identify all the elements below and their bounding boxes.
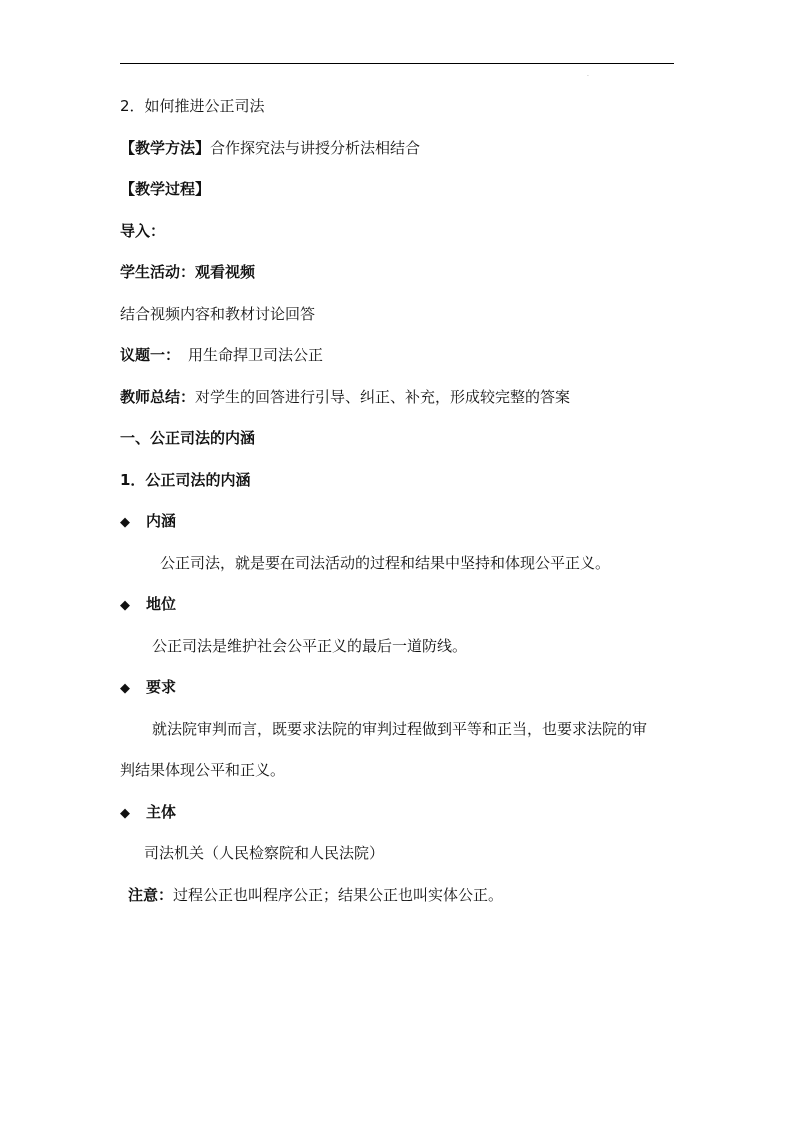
topic-one-text: 用生命捍卫司法公正: [188, 346, 324, 364]
student-activity: 学生活动：观看视频: [120, 263, 256, 281]
subsection-heading: 1．公正司法的内涵: [120, 471, 251, 489]
note-label: 注意：: [128, 886, 174, 904]
teacher-summary-line: [120, 387, 570, 407]
teaching-method-text: 合作探究法与讲授分析法相结合: [210, 139, 421, 157]
teacher-summary-label: 教师总结：: [120, 388, 196, 406]
diamond-bullet-icon: ◆: [120, 681, 130, 696]
teaching-method-label: 【教学方法】: [120, 139, 211, 157]
connotation-text: 公正司法，就是要在司法活动的过程和结果中坚持和体现公平正义。: [160, 554, 611, 572]
diamond-bullet-icon: ◆: [120, 598, 130, 613]
status-text: 公正司法是维护社会公平正义的最后一道防线。: [152, 637, 468, 655]
topic-one-label: 议题一：: [120, 346, 181, 364]
section-heading: 2．如何推进公正司法: [120, 97, 265, 115]
header-mark: .: [587, 71, 589, 78]
bullet-connotation-title: 内涵: [146, 512, 177, 530]
diamond-bullet-icon: ◆: [120, 515, 130, 530]
bullet-requirement: [120, 677, 176, 699]
intro-heading: 导入：: [120, 222, 166, 240]
teaching-method-line: [120, 138, 420, 158]
discussion-text: 结合视频内容和教材讨论回答: [120, 305, 316, 323]
part-one-heading: 一、公正司法的内涵: [120, 429, 256, 447]
note-text: 过程公正也叫程序公正；结果公正也叫实体公正。: [173, 886, 504, 904]
diamond-bullet-icon: ◆: [120, 806, 130, 821]
bullet-status: [120, 594, 176, 616]
teaching-process-heading: 【教学过程】: [120, 180, 211, 198]
requirement-text-2: 判结果体现公平和正义。: [120, 761, 286, 779]
bullet-requirement-title: 要求: [146, 678, 177, 696]
subject-text: 司法机关（人民检察院和人民法院）: [144, 844, 385, 862]
bullet-subject: [120, 802, 176, 824]
teacher-summary-text: 对学生的回答进行引导、纠正、补充，形成较完整的答案: [195, 388, 571, 406]
bullet-status-title: 地位: [146, 595, 177, 613]
header-rule: [120, 63, 674, 64]
topic-one-line: [120, 345, 323, 365]
requirement-text-1: 就法院审判而言，既要求法院的审判过程做到平等和正当，也要求法院的审: [152, 720, 648, 738]
bullet-connotation: [120, 511, 176, 533]
bullet-subject-title: 主体: [146, 803, 177, 821]
note-line: [128, 885, 503, 905]
